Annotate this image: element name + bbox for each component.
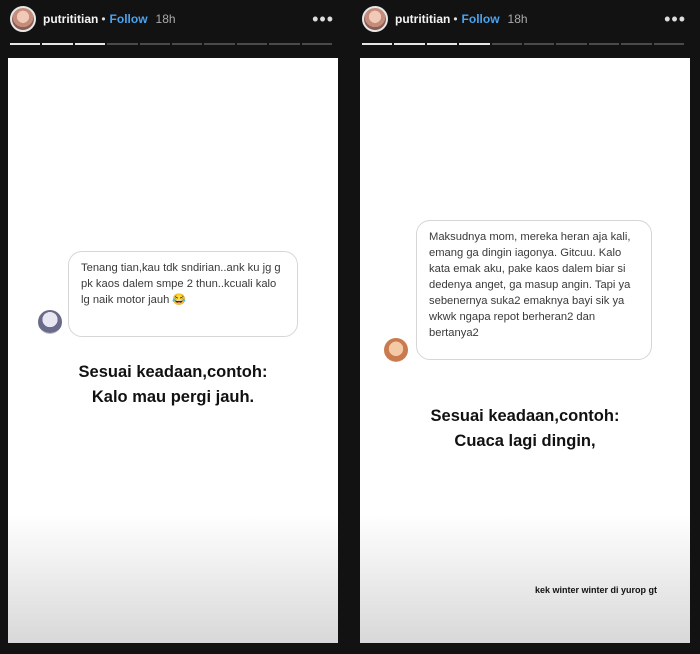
reply-bubble (68, 251, 298, 337)
more-options-icon[interactable]: ••• (312, 9, 334, 29)
progress-segment (10, 43, 40, 45)
story-headline (8, 360, 338, 410)
reply-bubble (416, 220, 652, 360)
profile-avatar[interactable] (10, 6, 36, 32)
reply-text: Maksudnya mom, mereka heran aja kali, emang ga dingin iagonya. Gitcuu. Kalo kata emak aku, pake kaos dalem biar si dedenya anget, ga masup angin. Tapi ya sebenernya suka2 emaknya bayi sik ya wkwk ngapa repot berheran2 dan bertanya2 (429, 231, 631, 339)
story-caption: kek winter winter di yurop gt (535, 585, 658, 595)
story-panel-left[interactable] (8, 0, 338, 654)
headline-line-2: Kalo mau pergi jauh. (91, 388, 255, 406)
separator: • (101, 12, 106, 26)
progress-segment (302, 43, 332, 45)
headline-line-2: Cuaca lagi dingin, (454, 432, 596, 450)
story-panel-right[interactable] (360, 0, 690, 654)
progress-segment (362, 43, 392, 45)
reply-text: Tenang tian,kau tdk sndirian..ank ku jg g pk kaos dalem smpe 2 thun..kcuali kalo lg naik motor jauh 😂 (81, 262, 281, 306)
progress-segment (654, 43, 684, 45)
progress-segment (269, 43, 299, 45)
progress-segment (492, 43, 522, 45)
more-options-icon[interactable]: ••• (664, 9, 686, 29)
story-header (360, 4, 690, 34)
progress-segment (394, 43, 424, 45)
profile-avatar[interactable] (362, 6, 388, 32)
username[interactable]: putrititian (395, 12, 451, 26)
reply-avatar (38, 310, 62, 334)
progress-segment (204, 43, 234, 45)
progress-segment (427, 43, 457, 45)
progress-segment (237, 43, 267, 45)
progress-segment (524, 43, 554, 45)
headline-line-1: Sesuai keadaan,contoh: (78, 363, 268, 381)
reply-avatar (384, 338, 408, 362)
story-progress-bar (10, 43, 332, 45)
progress-segment (107, 43, 137, 45)
follow-button[interactable]: Follow (109, 12, 148, 26)
username[interactable]: putrititian (43, 12, 99, 26)
progress-segment (75, 43, 105, 45)
story-header (8, 4, 338, 34)
progress-segment (140, 43, 170, 45)
progress-segment (589, 43, 619, 45)
story-headline (360, 404, 690, 454)
separator: • (453, 12, 458, 26)
post-time: 18h (507, 12, 528, 26)
story-content[interactable] (8, 58, 338, 643)
progress-segment (172, 43, 202, 45)
progress-segment (459, 43, 489, 45)
progress-segment (556, 43, 586, 45)
progress-segment (621, 43, 651, 45)
headline-line-1: Sesuai keadaan,contoh: (430, 407, 620, 425)
progress-segment (42, 43, 72, 45)
story-progress-bar (362, 43, 684, 45)
follow-button[interactable]: Follow (461, 12, 500, 26)
story-content[interactable] (360, 58, 690, 643)
post-time: 18h (155, 12, 176, 26)
